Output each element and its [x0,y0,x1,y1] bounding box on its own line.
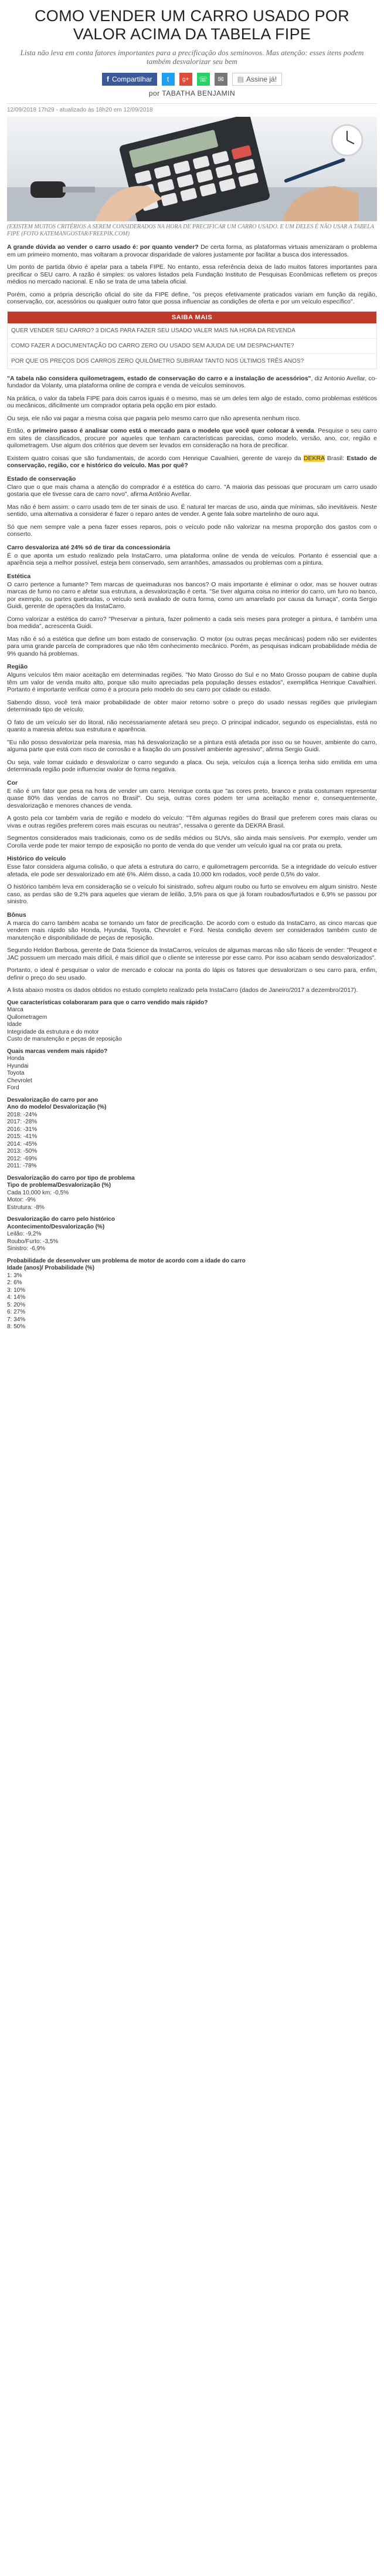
email-share-button[interactable] [215,73,227,86]
paragraph: "Eu não posso desvalorizar pela maresia, mas há desvalorização se a pintura está afetada por isso ou se houver, ambiente do carro, alguma parte que está com risco de corrosão e a fixação do um possível ambiente agressivo", afirma Sergio Guidi. [7,738,377,753]
paragraph: O histórico também leva em consideração se o veículo foi sinistrado, sofreu algum roubo ou furto se envolveu em algum sinistro. Neste caso, as perdas são de 9,2% para aqueles que vieram de leilão, 3,5% para os que já foram roubados/furtados e 6,9% se passou por sinistro. [7,883,377,905]
paragraph: A lista abaixo mostra os dados obtidos no estudo completo realizado pela InstaCarro (dados de Janeiro/2017 a dezembro/2017). [7,987,358,994]
paragraph: Mas não é bem assim: o carro usado tem de ter sinais de uso. É natural ter marcas de uso, ainda que mínimas, são inevitáveis. Neste sentido, uma alternativa a considerar é fazer o reparo antes de vender. A gente fala sobre martelinho de ouro aqui. [7,503,377,518]
paragraph [7,375,377,390]
section-heading: Histórico do veículo [7,855,66,862]
paragraph: É o que aponta um estudo realizado pela InstaCarro, uma plataforma online de venda de veículos. Portanto é essencial que a aparência seja a melhor possível, esteja bem conservado, sem arranhões, amassados ou problemas com a pintura. [7,552,377,566]
data-list [7,1175,377,1212]
list-item: Roubo/Furto: -3,5% [7,1238,59,1245]
article-subtitle: Lista não leva em conta fatores importantes para a precificação dos seminovos. Mas atenção: esses itens podem também desvalorizar seu bem [20,48,364,66]
paragraph: Porém, como a própria descrição oficial do site da FIPE define, "os preços efetivamente praticados variam em função da região, conservação, cor, acessórios ou qualquer outro fator que possa influenciar as condições de oferta e por um veículo específico". [7,291,377,305]
pen-icon [284,158,345,183]
share-bar [7,73,377,86]
paragraph: E não é um fator que pesa na hora de vender um carro. Henrique conta que "as cores preto, branco e prata costumam representar quase 80% das vendas de carros no Brasil". Ou seja, outras cores podem ter uma aceitação menor e, consequentemente, desvalorização e menores chances de venda. [7,787,377,809]
paragraph: Um ponto de partida óbvio é apelar para a tabela FIPE. No entanto, essa referência deixa de lado muitos fatores importantes para precificar o SEU carro. A razão é simples: os valores listados pela Fundação Instituto de Pesquisas Econômicas refletem os preços médios no mercado nacional. E não se trata de uma tabela oficial. [7,264,377,285]
paragraph [7,244,377,258]
list-item: 2016: -31% [7,1126,38,1133]
calculator-illustration [7,117,377,221]
paragraph-text: Brasil: [324,454,347,462]
list-item: 1: 3% [7,1272,22,1279]
list-heading: Que características colaboraram para que o carro vendido mais rápido? [7,999,208,1006]
paragraph: Segmentos considerados mais tradicionais, como os de sedãs médios ou SUVs, são ainda mais sensíveis. Por exemplo, vender um Corolla verde pode ter maior tempo de exposição no ponto de venda do que vender um veículo igual na cor prata ou preta. [7,835,377,849]
list-item: 2015: -41% [7,1133,38,1140]
list-heading: Quais marcas vendem mais rápido? [7,1048,108,1055]
subscribe-icon: ▤ [237,75,244,83]
paragraph: Portanto, o ideal é pesquisar o valor de mercado e colocar na ponta do lápis os fatores que desvalorizam o seu carro para, enfim, definir o preço do seu usado. [7,967,377,981]
section-heading: Região [7,663,28,670]
related-article-link[interactable]: COMO FAZER A DOCUMENTAÇÃO DO CARRO ZERO OU USADO SEM AJUDA DE UM DESPACHANTE? [8,339,376,354]
list-item: 2011: -78% [7,1163,37,1169]
list-subheading: Acontecimento/Desvalorização (%) [7,1223,105,1230]
facebook-share-button[interactable] [102,73,157,86]
byline: por TABATHA BENJAMIN [148,89,236,97]
email-icon: ✉ [218,75,224,83]
list-item: Chevrolet [7,1077,32,1084]
twitter-icon: t [166,75,169,83]
paragraph: A marca do carro também acaba se tornando um fator de precificação. De acordo com o estudo da InstaCarro, as cinco marcas que vendem mais rápido são Honda, Hyundai, Toyota, Chevrolet e Ford. Nesta condição devem ser considerados também custo de manutenção e disponibilidade de peças de reposição. [7,919,377,941]
hero-caption: (EXISTEM MUITOS CRITÉRIOS A SEREM CONSIDERADOS NA HORA DE PRECIFICAR UM CARRO USADO. E UM DELES É NÃO USAR A TABELA FIPE (FOTO KATEMANGOSTAR/FREEPIK.COM) [7,224,374,237]
list-item: Integridade da estrutura e do motor [7,1028,99,1035]
related-articles-box [7,311,377,369]
paragraph-bold: o primeiro passo é analisar como está o mercado para o modelo que você quer colocar à venda [26,427,314,434]
paragraph: Na prática, o valor da tabela FIPE para dois carros iguais é o mesmo, mas se um deles tem algo de estado, como problemas estéticos ou mecânicos, dificilmente um comprador optaria pela opção em pior estado. [7,394,377,409]
subscribe-label: Assine já! [246,75,277,83]
paragraph: Só que nem sempre vale a pena fazer esses reparos, pois o veículo pode não valorizar na mesma proporção dos gastos com o conserto. [7,523,377,538]
paragraph-bold: Estado de conservação, região, cor e histórico do veículo. Mas por quê? [7,454,377,469]
data-list [7,1258,377,1331]
paragraph-bold: "A tabela não considera quilometragem, estado de conservação do carro e a instalação de acessórios" [7,374,311,382]
related-article-link[interactable]: QUER VENDER SEU CARRO? 3 DICAS PARA FAZER SEU USADO VALER MAIS NA HORA DA REVENDA [8,323,376,339]
share-label: Compartilhar [111,75,152,83]
article-title: COMO VENDER UM CARRO USADO POR VALOR ACIMA DA TABELA FIPE [34,7,350,43]
google-plus-icon: g+ [182,76,189,83]
list-item: 4: 14% [7,1294,26,1301]
list-heading: Desvalorização do carro pelo histórico [7,1216,115,1223]
related-articles-heading: SAIBA MAIS [8,312,376,323]
section-heading: Estética [7,572,31,580]
list-item: Motor: -9% [7,1197,36,1203]
list-item: Estrutura: -8% [7,1204,45,1211]
paragraph: Como valorizar a estética do carro? "Preservar a pintura, fazer polimento a cada seis meses para proteger a pintura, é também uma boa medida", acrescenta Guidi. [7,615,377,630]
list-item: Ford [7,1085,19,1091]
list-item: Hyundai [7,1062,29,1069]
paragraph: Segundo Heldon Barbosa, gerente de Data Science da InstaCarros, veículos de algumas marcas não são fáceis de vender: "Peugeot e JAC possuem um mercado mais difícil, é mais difícil que o cliente se interesse por esse carro. Por isso acabam sendo desvalorizados". [7,947,377,961]
related-article-link[interactable]: POR QUE OS PREÇOS DOS CARROS ZERO QUILÔMETRO SUBIRAM TANTO NOS ÚLTIMOS TRÊS ANOS? [11,357,304,364]
paragraph: Ou seja, ele não vai pagar a mesma coisa que pagaria pelo mesmo carro que não apresenta nenhum risco. [7,414,301,422]
data-list [7,1000,377,1044]
paragraph: Alguns veículos têm maior aceitação em determinadas regiões. "No Mato Grosso do Sul e no Mato Grosso poupam de cabine dupla têm um valor de venda muito alto, porque são muito apreciadas pela população desses estados", exemplifica Henrique Cavalhieri. Portanto é importante verificar como é a procura pelo modelo do seu carro por cidade ou estado. [7,671,377,693]
list-item: 2: 6% [7,1279,22,1286]
paragraph: Esse fator considera alguma colisão, o que afeta a estrutura do carro, e quilometragem percorrida. Se a integridade do veículo estiver afetada, ele pode ser desvalorizado em até 6%. Além disso, a cada 10.000 km rodados, você perde 0,5% do valor. [7,863,377,878]
paragraph [7,455,377,470]
list-item: Idade [7,1021,22,1028]
section-heading: Bônus [7,911,26,919]
paragraph-text: De certa forma, as plataformas virtuais amenizaram o problema em um primeiro momento, mas voltaram a provocar disparidade de valores justamente por facilitar a busca dos interessados. [7,244,377,258]
twitter-share-button[interactable] [162,73,175,86]
list-item: 2014: -45% [7,1140,38,1147]
list-subheading: Idade (anos)/ Probabilidade (%) [7,1265,94,1271]
list-item: 6: 27% [7,1309,26,1315]
list-item: Marca [7,1007,23,1013]
list-item: Cada 10.000 km: -0,5% [7,1189,69,1196]
list-item: 2017: -28% [7,1119,38,1125]
list-item: Toyota [7,1070,25,1076]
list-item: Sinistro: -6,9% [7,1245,46,1252]
data-list [7,1216,377,1253]
list-heading: Desvalorização do carro por ano [7,1096,98,1103]
article-page [0,7,384,1331]
paragraph [7,427,377,450]
list-item: 7: 34% [7,1316,26,1323]
list-item: Custo de manutenção e peças de reposição [7,1036,122,1042]
whatsapp-icon: ☏ [199,75,208,83]
section-heading: Estado de conservação [7,475,76,482]
facebook-icon: f [106,75,109,83]
list-item: Quilometragem [7,1014,47,1021]
list-item: Leilão: -9,2% [7,1231,42,1237]
clock-icon [332,125,362,156]
data-list [7,1097,377,1170]
section-heading: Carro desvaloriza até 24% só de tirar da concessionária [7,543,171,551]
whatsapp-share-button[interactable] [197,73,210,86]
publish-date: 12/09/2018 17h29 - atualizado às 18h20 em 12/09/2018 [7,107,153,113]
hero-image [7,117,377,221]
paragraph: A gosto pela cor também varia de região e modelo do veículo: "Têm algumas regiões do Brasil que preferem cores mais claras ou vivas e outras regiões preferem cores mais escuras ou neutras", ressalva o gerente da DEKRA Brasil. [7,815,377,829]
paragraph: O carro pertence a fumante? Tem marcas de queimaduras nos bancos? O mais importante é eliminar o odor, mas se houver outras marcas de fumo no carro e afetar sua estrutura, a desvalorização é certa. "Se tiver alguma coisa no interior do carro, um furo no banco, por exemplo, ou partes quebradas, o veículo será avaliado de outra forma, como um amarelado por causa da fumaça", conta Sergio Guidi, gerente de operações da InstaCarro. [7,580,377,610]
paragraph-text: Então, [7,427,27,434]
subscribe-button[interactable] [232,73,282,86]
list-item: 8: 50% [7,1324,26,1330]
paragraph-text: , diz Antonio Avellar, co-fundador da Volanty, uma plataforma online de compra e venda de veículos seminovos. [7,374,377,389]
list-subheading: Ano do modelo/ Desvalorização (%) [7,1104,107,1110]
highlight-link[interactable]: DEKRA [303,454,325,462]
list-item: 2013: -50% [7,1148,38,1154]
paragraph: Mas não é só a estética que define um bom estado de conservação. O motor (ou outras peças mecânicas) podem não ser evidentes para uma grande parcela de compradores que não têm conhecimento mecânico. Porém, as pesquisas indicam probabilidade média de 9% quando há problemas. [7,635,377,657]
list-item: Honda [7,1055,25,1062]
paragraph: O fato de um veículo ser do litoral, não necessariamente afetará seu preço. O principal indicador, segundo os especialistas, está no quanto a maresia afetou sua estrutura e aparência. [7,718,377,733]
list-item: 5: 20% [7,1301,26,1308]
paragraph: Claro que o que mais chama a atenção do comprador é a estética do carro. "A maioria das pessoas que procuram um carro usado gostaria que ele tivesse cara de carro novo", afirma Antônio Avellar. [7,483,377,498]
list-item: 2018: -24% [7,1111,38,1118]
list-item: 3: 10% [7,1287,26,1294]
data-list [7,1048,377,1092]
google-plus-share-button[interactable] [179,73,192,86]
paragraph: Sabendo disso, você terá maior probabilidade de obter maior retorno sobre o preço do usado nessas regiões que privilegiam determinado tipo de veículo. [7,698,377,713]
list-subheading: Tipo de problema/Desvalorização (%) [7,1182,111,1189]
paragraph-text: . Pesquise o seu carro em sites de classificados, procure por aqueles que tenham características parecidas, como modelo, versão, ano, cor, região e quilometragem. Use algum dos critérios que devem ser levados em consideração na hora de precificar. [7,427,377,449]
list-item: 2012: -69% [7,1155,38,1162]
section-heading: Cor [7,779,18,786]
paragraph-bold: A grande dúvida ao vender o carro usado é: por quanto vender? [7,244,199,251]
list-heading: Desvalorização do carro por tipo de problema [7,1174,135,1181]
paragraph: Ou seja, vale tomar cuidado e desvalorizar o carro segundo a placa. Ou seja, veículos cuja a licença tenha sido emitida em uma determinada região pode influenciar ovalor de forma negativa. [7,758,377,773]
list-heading: Probabilidade de desenvolver um problema de motor de acordo com a idade do carro [7,1257,246,1264]
paragraph-text: Existem quatro coisas que são fundamentais, de acordo com Henrique Cavalhieri, gerente de varejo da [7,454,304,462]
